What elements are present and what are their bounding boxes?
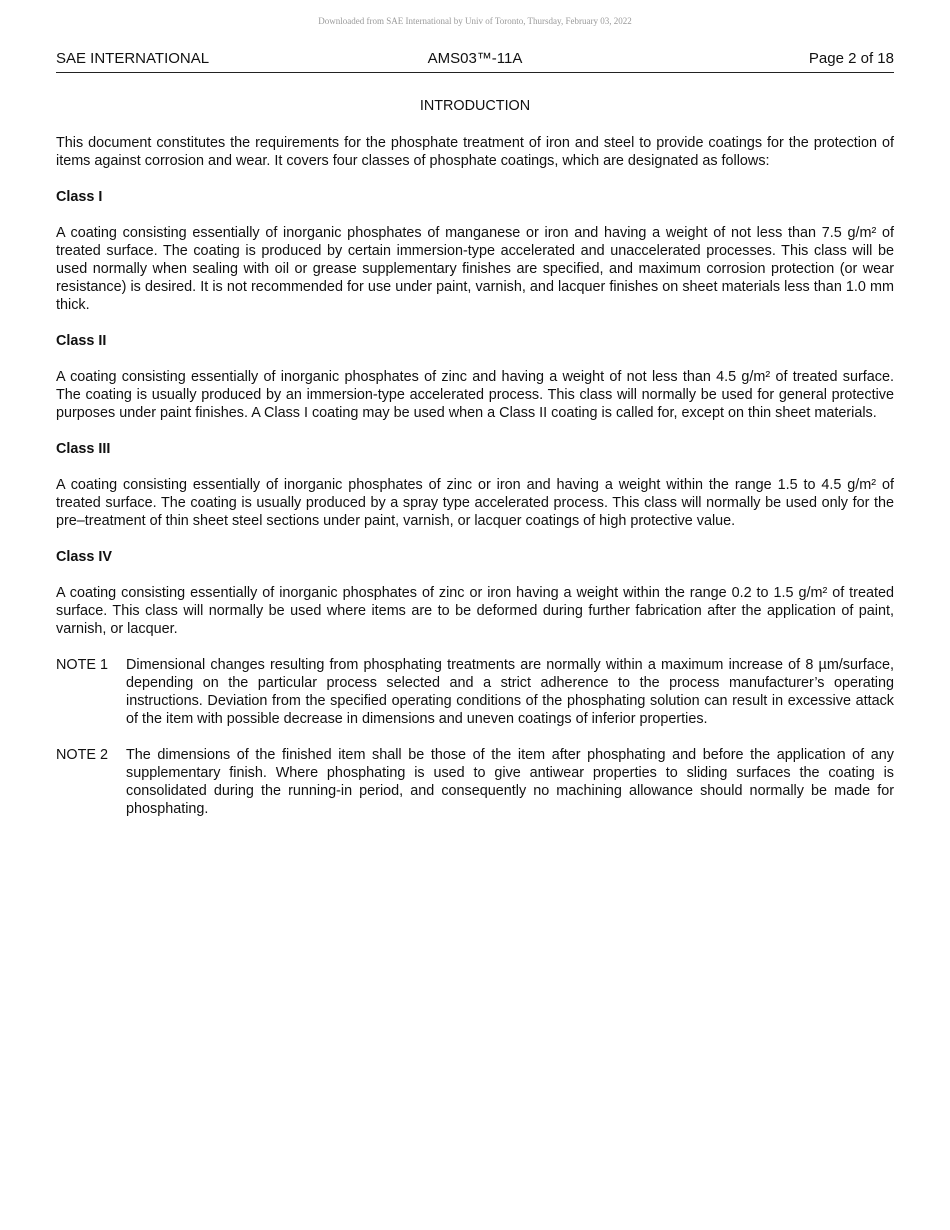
- class-1-description: A coating consisting essentially of inorganic phosphates of manganese or iron and having a weight of not less than 7.5 g/m² of treated surface. The coating is produced by certain immersion-type accelerated and unaccelerated processes. This class will be used normally when sealing with oil or grease supplementary finishes are specified, and maximum corrosion protection (or wear resistance) is desired. It is not recommended for use under paint, varnish, and lacquer finishes on sheet materials less than 1.0 mm thick.: [56, 225, 894, 313]
- document-body: [56, 97, 894, 836]
- page-header: [56, 50, 894, 73]
- class-4-heading: Class IV: [56, 549, 112, 565]
- note-1: [56, 656, 894, 728]
- section-title: INTRODUCTION: [419, 98, 531, 114]
- note-2-text: The dimensions of the finished item shall be those of the item after phosphating and before the application of any supplementary finish. Where phosphating is used to give antiwear properties to sliding surfaces the coating is consolidated during the running-in period, and consequently no machining allowance should normally be made for phosphating.: [126, 747, 894, 817]
- document-number: AMS03™-11A: [427, 50, 523, 67]
- class-3-heading: Class III: [56, 441, 111, 457]
- page-number: Page 2 of 18: [808, 50, 894, 67]
- intro-paragraph: This document constitutes the requirements for the phosphate treatment of iron and steel to provide coatings for the protection of items against corrosion and wear. It covers four classes of phosphate coatings, which are designated as follows:: [56, 135, 894, 169]
- note-1-label: NOTE 1: [56, 657, 108, 673]
- class-2-heading: Class II: [56, 333, 107, 349]
- class-2-description: A coating consisting essentially of inorganic phosphates of zinc and having a weight of not less than 4.5 g/m² of treated surface. The coating is usually produced by an immersion-type accelerated process. This class will normally be used for general protective purposes under paint finishes. A Class I coating may be used when a Class II coating is called for, except on thin sheet materials.: [56, 369, 894, 421]
- note-1-text: Dimensional changes resulting from phosphating treatments are normally within a maximum increase of 8 µm/surface, depending on the particular process selected and a strict adherence to the process manufacturer’s operating instructions. Deviation from the specified operating conditions of the phosphating solution can result in excessive attack of the item with possible decrease in dimensions and uneven coatings of inferior properties.: [126, 657, 894, 727]
- note-2: [56, 746, 894, 818]
- class-4-description: A coating consisting essentially of inorganic phosphates of zinc or iron having a weight within the range 0.2 to 1.5 g/m² of treated surface. This class will normally be used where items are to be deformed during further fabrication after the application of paint, varnish, or lacquer.: [56, 585, 894, 637]
- download-watermark: Downloaded from SAE International by Univ of Toronto, Thursday, February 03, 2022: [318, 16, 632, 26]
- class-3-description: A coating consisting essentially of inorganic phosphates of zinc or iron and having a weight within the range 1.5 to 4.5 g/m² of treated surface. The coating is usually produced by a spray type accelerated process. This class will normally be used only for the pre–treatment of thin sheet steel sections under paint, varnish, or lacquer coatings of high protective value.: [56, 477, 894, 529]
- publisher-name: SAE INTERNATIONAL: [56, 50, 210, 67]
- note-2-label: NOTE 2: [56, 747, 108, 763]
- class-1-heading: Class I: [56, 189, 103, 205]
